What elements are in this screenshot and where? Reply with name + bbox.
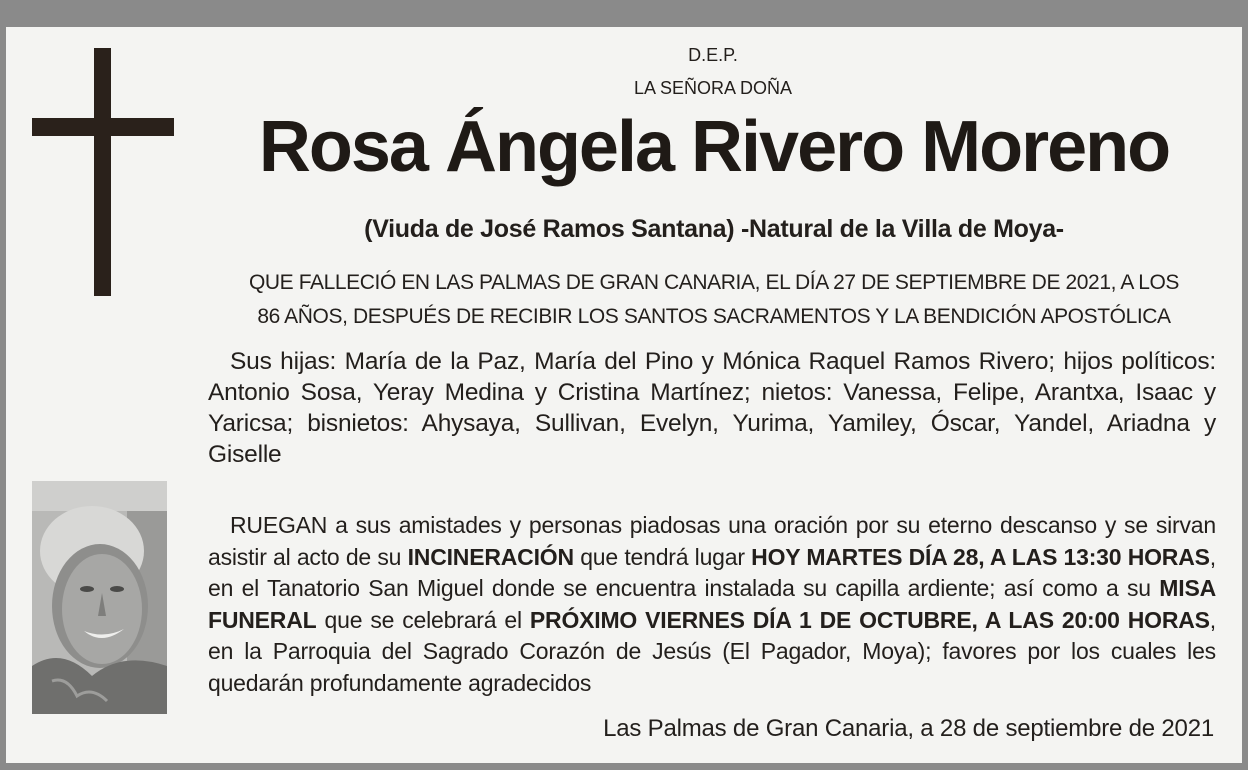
portrait-photo (32, 481, 167, 714)
request-text: que se celebrará el (316, 606, 530, 633)
cross-vertical-bar (94, 48, 111, 296)
place-date-line: Las Palmas de Gran Canaria, a 28 de septiembre de 2021 (603, 715, 1214, 742)
request-emphasis: PRÓXIMO VIERNES DÍA 1 DE OCTUBRE, A LAS 20:00 HORAS (529, 606, 1210, 633)
cross-icon (32, 48, 174, 296)
cross-horizontal-bar (32, 118, 174, 136)
announcement-line: QUE FALLECIÓ EN LAS PALMAS DE GRAN CANARIA, EL DÍA 27 DE SEPTIEMBRE DE 2021, A LOS (248, 271, 1180, 294)
request-emphasis: INCINERACIÓN (407, 543, 574, 570)
request-emphasis: MISA FUNERAL (208, 575, 1216, 633)
portrait-image (32, 481, 167, 714)
request-text: , en la Parroquia del Sagrado Corazón de Jesús (El Pagador, Moya); favores por los cuales les quedarán profundamente agradecidos (208, 606, 1216, 696)
widow-subtitle: (Viuda de José Ramos Santana) -Natural de la Villa de Moya- (364, 215, 1064, 243)
request-text: RUEGAN a sus amistades y personas piadosas una oración por su eterno descanso y se sirvan asistir al acto de su (208, 512, 1216, 570)
request-text: , en el Tanatorio San Miguel donde se encuentra instalada su capilla ardiente; así como a su (208, 543, 1216, 601)
death-announcement (204, 266, 1224, 334)
request-emphasis: HOY MARTES DÍA 28, A LAS 13:30 HORAS (751, 543, 1210, 570)
deceased-name: Rosa Ángela Rivero Moreno (258, 107, 1170, 187)
dep-label: D.E.P. (688, 45, 738, 65)
request-paragraph (208, 510, 1216, 699)
honorific-label: LA SEÑORA DOÑA (633, 78, 793, 98)
announcement-line: 86 AÑOS, DESPUÉS DE RECIBIR LOS SANTOS SACRAMENTOS Y LA BENDICIÓN APOSTÓLICA (257, 305, 1171, 328)
request-text: que tendrá lugar (573, 543, 752, 570)
family-paragraph: Sus hijas: María de la Paz, María del Pino y Mónica Raquel Ramos Rivero; hijos políticos: Antonio Sosa, Yeray Medina y Cristina Martínez; nietos: Vanessa, Felipe, Arantxa, Isaac y Yaricsa; bisnietos: Ahysaya, Sullivan, Evelyn, Yurima, Yamiley, Óscar, Yandel, Ariadna y Giselle (208, 348, 1216, 468)
